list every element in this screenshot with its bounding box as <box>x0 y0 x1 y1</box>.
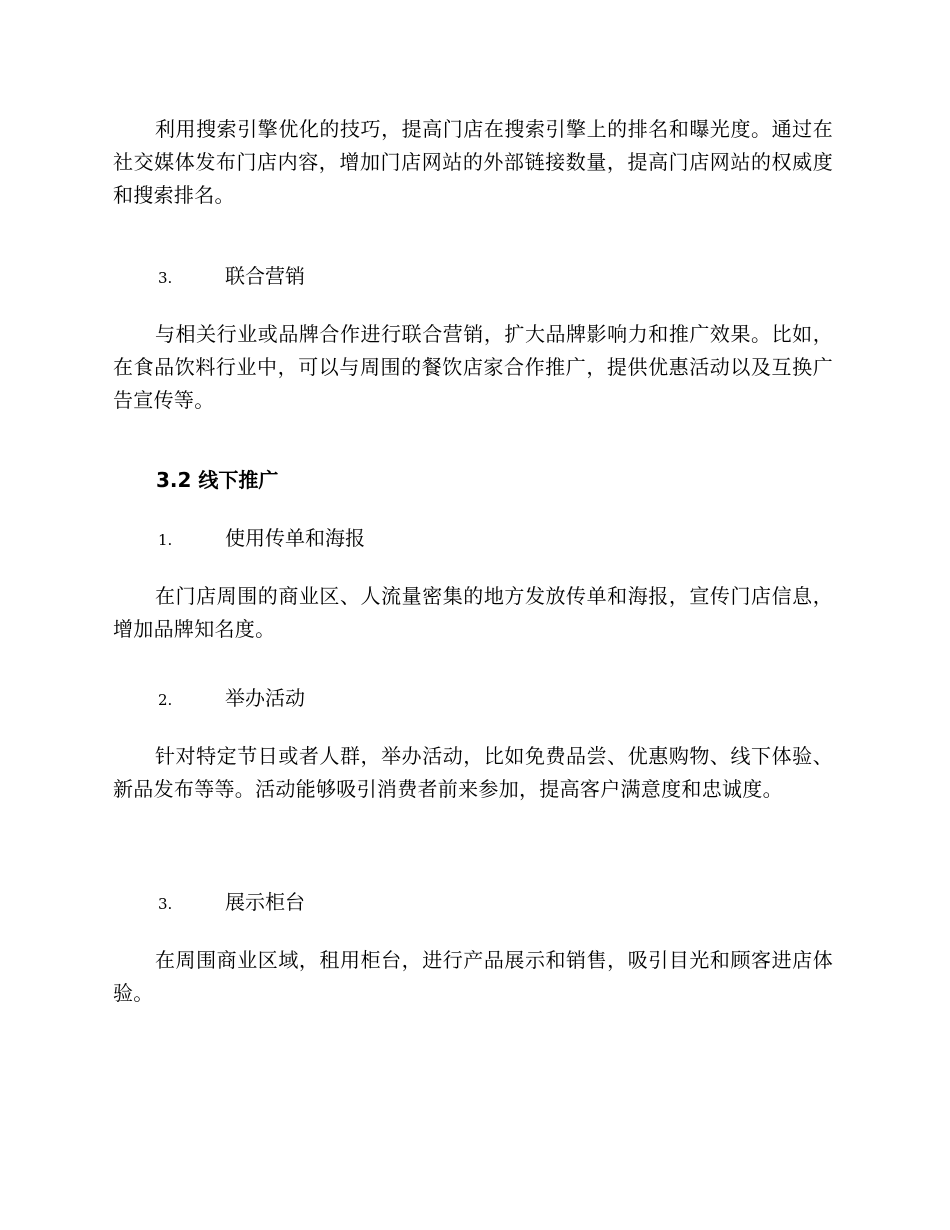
list-label: 展示柜台 <box>225 890 305 914</box>
list-number: 2. <box>158 691 173 709</box>
list-label: 联合营销 <box>225 264 305 288</box>
paragraph-seo: 利用搜索引擎优化的技巧，提高门店在搜索引擎上的排名和曝光度。通过在社交媒体发布门店内容，增加门店网站的外部链接数量，提高门店网站的权威度和搜索排名。 <box>113 117 833 207</box>
paragraph-events: 针对特定节日或者人群，举办活动，比如免费品尝、优惠购物、线下体验、新品发布等等。活动能够吸引消费者前来参加，提高客户满意度和忠诚度。 <box>113 744 833 801</box>
paragraph-flyers: 在门店周围的商业区、人流量密集的地方发放传单和海报，宣传门店信息，增加品牌知名度。 <box>113 584 833 641</box>
list-number: 3. <box>158 895 173 913</box>
list-label: 使用传单和海报 <box>225 526 365 550</box>
list-label: 举办活动 <box>225 686 305 710</box>
paragraph-counter: 在周围商业区域，租用柜台，进行产品展示和销售，吸引目光和顾客进店体验。 <box>113 948 833 1005</box>
paragraph-joint-marketing: 与相关行业或品牌合作进行联合营销，扩大品牌影响力和推广效果。比如，在食品饮料行业中，可以与周围的餐饮店家合作推广，提供优惠活动以及互换广告宣传等。 <box>113 322 833 412</box>
list-number: 1. <box>158 531 173 549</box>
section-heading-offline: 3.2 线下推广 <box>156 468 279 492</box>
list-number: 3. <box>158 269 173 287</box>
